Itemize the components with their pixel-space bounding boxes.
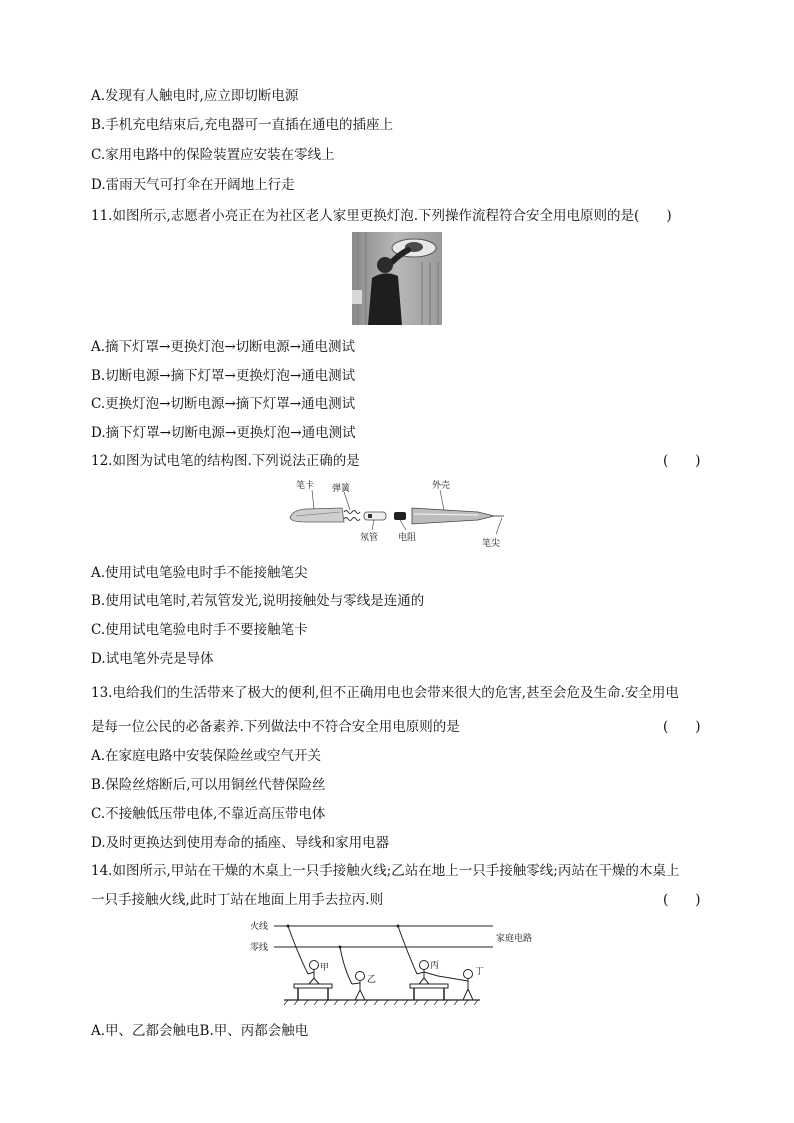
q10-option-d: D.雷雨天气可打伞在开阔地上行走 xyxy=(91,177,295,193)
label-resistor: 电阻 xyxy=(398,533,417,543)
q14-options: A.甲、乙都会触电B.甲、丙都会触电 xyxy=(91,1023,309,1039)
q11-stem: 11.如图所示,志愿者小亮正在为社区老人家里更换灯泡.下列操作流程符合安全用电原则的是( ) xyxy=(91,208,672,224)
q14-figure-circuit xyxy=(248,914,548,1010)
q13-option-a: A.在家庭电路中安装保险丝或空气开关 xyxy=(91,748,322,764)
q10-option-a: A.发现有人触电时,应立即切断电源 xyxy=(91,88,299,104)
q14-stem-line1: 14.如图所示,甲站在干燥的木桌上一只手接触火线;乙站在地上一只手接触零线;丙站在干燥的木桌上 xyxy=(91,863,680,879)
label-neutral-wire: 零线 xyxy=(250,943,269,953)
q11-option-b: B.切断电源→摘下灯罩→更换灯泡→通电测试 xyxy=(91,368,356,384)
photo-changing-bulb xyxy=(352,232,442,325)
label-neon-tube: 氖管 xyxy=(360,533,379,543)
label-household-circuit: 家庭电路 xyxy=(496,934,533,944)
q13-option-d: D.及时更换达到使用寿命的插座、导线和家用电器 xyxy=(91,835,390,851)
label-spring: 弹簧 xyxy=(332,484,351,494)
q11-option-c: C.更换灯泡→切断电源→摘下灯罩→通电测试 xyxy=(91,396,356,412)
q12-answer-paren: ( ) xyxy=(663,453,701,469)
label-person-c: 丙 xyxy=(430,961,440,971)
q12-option-a: A.使用试电笔验电时手不能接触笔尖 xyxy=(91,565,308,581)
label-live-wire: 火线 xyxy=(250,922,269,932)
q13-option-b: B.保险丝熔断后,可以用铜丝代替保险丝 xyxy=(91,777,326,793)
label-pen-tip: 笔尖 xyxy=(482,539,501,549)
q14-stem-line2: 一只手接触火线,此时丁站在地面上用手去拉丙.则 xyxy=(91,892,384,908)
household-circuit-diagram xyxy=(248,914,548,1010)
q11-option-d: D.摘下灯罩→切断电源→更换灯泡→通电测试 xyxy=(91,425,356,441)
q13-answer-paren: ( ) xyxy=(663,719,701,735)
label-person-b: 乙 xyxy=(367,975,377,985)
q13-option-c: C.不接触低压带电体,不靠近高压带电体 xyxy=(91,806,326,822)
label-person-a: 甲 xyxy=(320,963,330,973)
q11-option-a: A.摘下灯罩→更换灯泡→切断电源→通电测试 xyxy=(91,339,355,355)
label-pen-clip: 笔卡 xyxy=(296,481,315,491)
label-person-d: 丁 xyxy=(475,967,485,977)
q13-stem-line2: 是每一位公民的必备素养.下列做法中不符合安全用电原则的是 xyxy=(91,719,460,735)
q13-stem-line1: 13.电给我们的生活带来了极大的便利,但不正确用电也会带来很大的危害,甚至会危及生命.安全用电 xyxy=(91,685,679,701)
label-shell: 外壳 xyxy=(432,481,451,491)
q11-photo xyxy=(352,232,442,325)
q12-option-d: D.试电笔外壳是导体 xyxy=(91,651,214,667)
q10-option-b: B.手机充电结束后,充电器可一直插在通电的插座上 xyxy=(91,117,394,133)
test-pen-diagram xyxy=(282,474,522,552)
q12-option-b: B.使用试电笔时,若氖管发光,说明接触处与零线是连通的 xyxy=(91,593,425,609)
q14-answer-paren: ( ) xyxy=(663,892,701,908)
q10-option-c: C.家用电路中的保险装置应安装在零线上 xyxy=(91,147,335,163)
q12-stem: 12.如图为试电笔的结构图.下列说法正确的是 xyxy=(91,453,360,469)
q12-option-c: C.使用试电笔验电时手不要接触笔卡 xyxy=(91,622,308,638)
q12-figure-test-pen xyxy=(282,474,522,552)
